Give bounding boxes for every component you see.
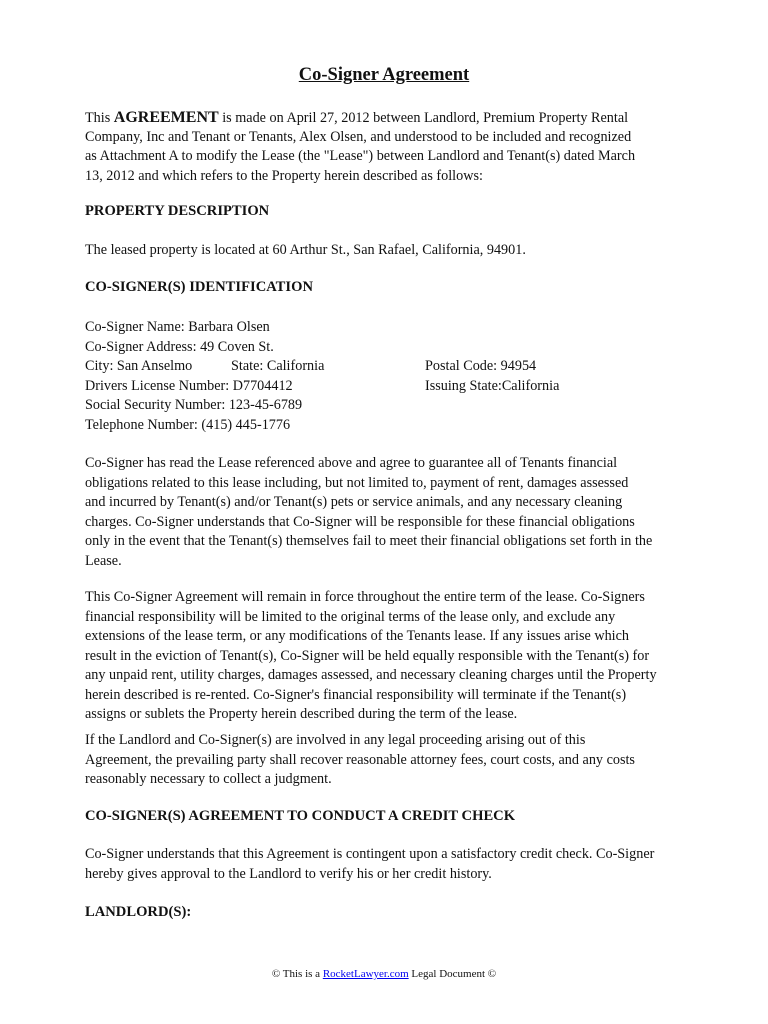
term-line: result in the eviction of Tenant(s), Co-Signer will be held equally responsible with the Tenant(s) for	[85, 647, 650, 664]
landlord-heading: LANDLORD(S):	[85, 904, 192, 920]
guarantee-line: and incurred by Tenant(s) and/or Tenant(s) pets or service animals, and any necessary cleaning	[85, 494, 623, 510]
cosigner-issuing-state: Issuing State:California	[425, 377, 560, 394]
term-line: financial responsibility will be limited to the original terms of the lease only, and exclude any	[85, 608, 616, 625]
property-text	[85, 241, 685, 261]
guarantee-line: Co-Signer has read the Lease referenced above and agree to guarantee all of Tenants financial	[85, 455, 618, 471]
credit-line: Co-Signer understands that this Agreement is contingent upon a satisfactory credit check. Co-Signer	[85, 846, 655, 862]
legal-paragraph	[85, 731, 685, 790]
legal-line: If the Landlord and Co-Signer(s) are involved in any legal proceeding arising out of this	[85, 732, 586, 748]
guarantee-line: obligations related to this lease including, but not limited to, payment of rent, damages assessed	[85, 474, 629, 491]
license-row	[85, 377, 685, 397]
intro-line-3: as Attachment A to modify the Lease (the "Lease") between Landlord and Tenant(s) dated March	[85, 148, 636, 164]
cosigner-license: Drivers License Number: D7704412	[85, 377, 293, 394]
cosigner-phone: Telephone Number: (415) 445-1776	[85, 416, 291, 433]
property-line: The leased property is located at 60 Arthur St., San Rafael, California, 94901.	[85, 242, 526, 258]
document-footer	[0, 968, 768, 980]
credit-check-heading: CO-SIGNER(S) AGREEMENT TO CONDUCT A CREDIT CHECK	[85, 808, 516, 824]
rocketlawyer-link[interactable]: RocketLawyer.com	[322, 968, 409, 980]
intro-line-4: 13, 2012 and which refers to the Property herein described as follows:	[85, 167, 483, 184]
city-row	[85, 357, 685, 377]
term-line: herein described is re-rented. Co-Signer's financial responsibility will terminate if the Tenant(s)	[85, 686, 627, 703]
intro-line-2: Company, Inc and Tenant or Tenants, Alex Olsen, and understood to be included and recognized	[85, 128, 632, 145]
term-line: extensions of the lease term, or any modifications of the Tenants lease. If any issues arise which	[85, 628, 630, 644]
credit-line: hereby gives approval to the Landlord to verify his or her credit history.	[85, 865, 492, 882]
cosigner-city: City: San Anselmo	[85, 358, 193, 374]
guarantee-line: charges. Co-Signer understands that Co-Signer will be responsible for these financial obligations	[85, 513, 635, 530]
intro-text-1: is made on April 27, 2012 between Landlord, Premium Property Rental	[218, 110, 629, 126]
term-line: This Co-Signer Agreement will remain in force throughout the entire term of the lease. Co-Signers	[85, 589, 645, 605]
term-line: assigns or sublets the Property herein described during the term of the lease.	[85, 706, 518, 722]
cosigner-postal-code: Postal Code: 94954	[425, 358, 537, 374]
agreement-keyword: AGREEMENT	[113, 109, 219, 126]
intro-prefix: This	[85, 110, 114, 126]
cosigner-ssn: Social Security Number: 123-45-6789	[85, 397, 303, 413]
guarantee-line: only in the event that the Tenant(s) themselves fail to meet their financial obligations set forth in the	[85, 533, 653, 549]
footer-suffix: Legal Document ©	[408, 968, 497, 980]
identification-block	[85, 318, 685, 435]
cosigner-name: Co-Signer Name: Barbara Olsen	[85, 319, 270, 335]
document-title: Co-Signer Agreement	[298, 65, 470, 85]
credit-check-paragraph	[85, 845, 685, 884]
term-line: any unpaid rent, utility charges, damages assessed, and necessary cleaning charges until the Property	[85, 667, 657, 683]
term-paragraph	[85, 588, 685, 725]
cosigner-address: Co-Signer Address: 49 Coven St.	[85, 338, 274, 355]
guarantee-paragraph	[85, 454, 685, 571]
guarantee-line: Lease.	[85, 552, 122, 569]
intro-line-1	[85, 108, 685, 128]
footer-prefix: © This is a	[271, 968, 323, 980]
intro-paragraph	[85, 108, 685, 186]
legal-line: Agreement, the prevailing party shall recover reasonable attorney fees, court costs, and any costs	[85, 751, 635, 768]
legal-line: reasonably necessary to collect a judgment.	[85, 771, 332, 787]
cosigner-state: State: California	[231, 358, 325, 374]
property-heading: PROPERTY DESCRIPTION	[85, 203, 270, 219]
identification-heading: CO-SIGNER(S) IDENTIFICATION	[85, 279, 313, 295]
